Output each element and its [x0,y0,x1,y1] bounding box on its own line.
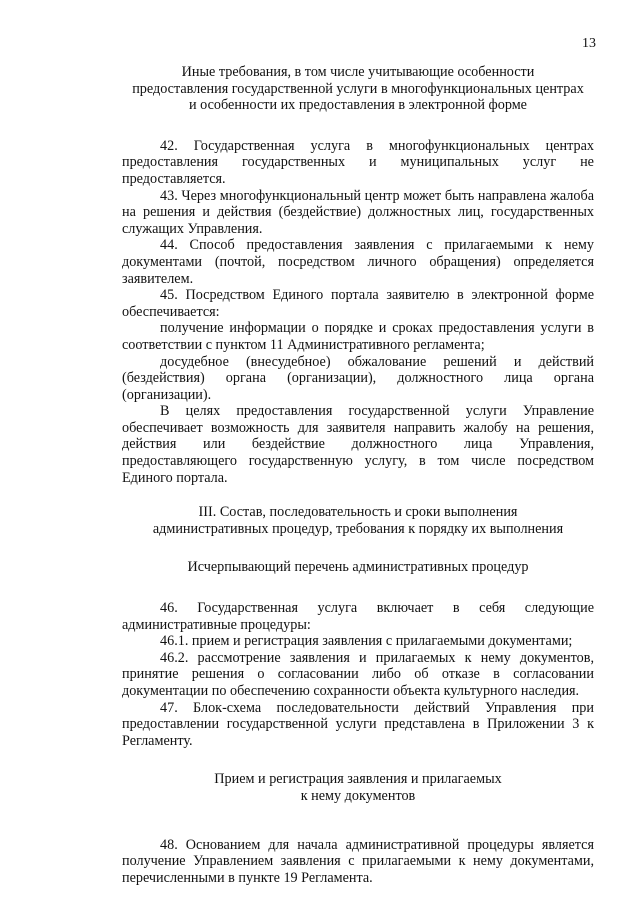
paragraph-complaint: В целях предоставления государственной услуги Управление обеспечивает возможность для заявителя направить жалобу на решения, действия или бездействие должностного лица Управления, предоставляющего государственную услугу, в том числе посредством Единого портала. [122,403,594,486]
paragraph-45-item-appeal: досудебное (внесудебное) обжалование решений и действий (бездействия) органа (организации), должностного лица органа (организации). [122,353,594,403]
heading-line: административных процедур, требования к порядку их выполнения [152,520,564,537]
paragraph-45: 45. Посредством Единого портала заявителю в электронной форме обеспечивается: [122,287,594,320]
document-body [122,64,594,886]
heading-line: и особенности их предоставления в электронной форме [189,97,527,114]
paragraph-42: 42. Государственная услуга в многофункциональных центрах предоставления государственных и муниципальных услуг не предоставляется. [122,137,594,187]
heading-line: предоставления государственной услуги в многофункциональных центрах [132,80,584,97]
heading-reception [122,771,594,804]
paragraph-47: 47. Блок-схема последовательности действий Управления при предоставлении государственной услуги представлена в Приложении 3 к Регламенту. [122,699,594,749]
heading-other-requirements [122,64,594,114]
paragraph-43: 43. Через многофункциональный центр может быть направлена жалоба на решения и действия (бездействие) должностных лиц, государственных служащих Управления. [122,187,594,237]
heading-line: Иные требования, в том числе учитывающие особенности [181,64,535,80]
page-number: 13 [582,36,596,51]
heading-line: Прием и регистрация заявления и прилагаемых [214,771,502,788]
heading-procedures-list [122,559,594,576]
heading-line: Исчерпывающий перечень административных процедур [187,559,529,576]
paragraph-46-1: 46.1. прием и регистрация заявления с прилагаемыми документами; [160,633,573,650]
paragraph-44: 44. Способ предоставления заявления с прилагаемыми к нему документами (почтой, посредством личного обращения) определяется заявителем. [122,237,594,287]
paragraph-46: 46. Государственная услуга включает в себя следующие административные процедуры: [122,600,594,633]
paragraph-46-2: 46.2. рассмотрение заявления и прилагаемых к нему документов, принятие решения о согласовании либо об отказе в согласовании документации по обеспечению сохранности объекта культурного наследия. [122,649,594,699]
heading-line: III. Состав, последовательность и сроки выполнения [198,504,518,521]
heading-section-three [122,504,594,537]
paragraph-45-item-info: получение информации о порядке и сроках предоставления услуги в соответствии с пунктом 11 Административного регламента; [122,320,594,353]
paragraph-48: 48. Основанием для начала административной процедуры является получение Управлением заявления с прилагаемыми к нему документами, перечисленными в пункте 19 Регламента. [122,836,594,886]
heading-line: к нему документов [300,787,416,804]
